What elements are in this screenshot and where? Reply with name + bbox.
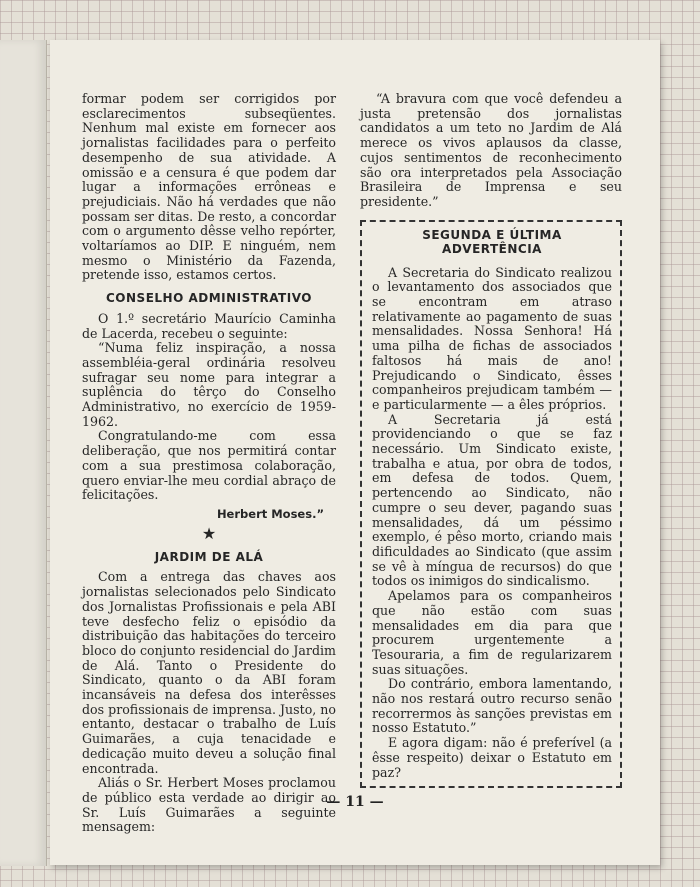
section-title-conselho: CONSELHO ADMINISTRATIVO <box>106 291 312 306</box>
page-number: — 11 — <box>326 794 384 810</box>
conselho-paragraph-1: O 1.º secretário Maurício Caminha de Lacerda, recebeu o seguinte: <box>82 310 336 341</box>
notice-title-line-1: SEGUNDA E ÚLTIMA <box>422 227 562 242</box>
section-title-jardim: JARDIM DE ALÁ <box>154 549 264 564</box>
conselho-paragraph-3: Congratulando-me com essa deliberação, que nos permitirá contar com a sua prestimosa colaboração, quero enviar-lhe meu cordial abraço de felicitações. <box>82 428 336 503</box>
notice-paragraph-1: A Secretaria do Sindicato realizou o levantamento dos associados que se encontram em atraso relativamente ao pagamento de suas mensalidades. Nossa Senhora! Há uma pilha de fichas de associados faltosos há mais de ano! Prejudicando o Sindicato, êsses companheiros prejudicam também — e particularmente — a êles próprios. <box>372 264 612 412</box>
notice-paragraph-2: A Secretaria já está providenciando o que se faz necessário. Um Sindicato existe, trabalha e atua, por obra de todos, em defesa de todos. Quem, pertencendo ao Sindicato, não cumpre o seu dever, pagando suas mensalidades, dá um péssimo exemplo, é pêso morto, criando mais dificuldades ao Sindicato (que assim se vê à míngua de recursos) do que todos os inimigos do sindicalismo. <box>372 411 612 589</box>
signature: Herbert Moses.” <box>216 506 324 521</box>
conselho-paragraph-2: “Numa feliz inspiração, a nossa assembléia-geral ordinária resolveu sufragar seu nome para integrar a suplência do têrço do Conselho Administrativo, no exercício de 1959-1962. <box>82 340 336 429</box>
notice-box <box>360 220 622 789</box>
notice-paragraph-4: Do contrário, embora lamentando, não nos restará outro recurso senão recorrermos às sanções previstas em nosso Estatuto.” <box>372 676 612 736</box>
notice-paragraph-3: Apelamos para os companheiros que não estão com suas mensalidades em dia para que procurem urgentemente a Tesouraria, a fim de regularizarem suas situações. <box>372 588 612 677</box>
intro-paragraph: formar podem ser corrigidos por esclarecimentos subseqüentes. Nenhum mal existe em fornecer aos jornalistas facilidades para o perfeito desempenho de sua atividade. A omissão e a censura é que podem dar lugar a informações errôneas e prejudiciais. Não há verdades que não possam ser ditas. De resto, a concordar com o argumento dêsse velho repórter, voltaríamos ao DIP. E ninguém, nem mesmo o Ministério da Fazenda, pretende isso, estamos certos. <box>82 91 336 283</box>
document-page <box>50 40 660 865</box>
previous-page-edge <box>0 40 47 866</box>
jardim-paragraph-1: Com a entrega das chaves aos jornalistas selecionados pelo Sindicato dos Jornalistas Profissionais e pela ABI teve desfecho feliz o episódio da distribuição das habitações do terceiro bloco do conjunto residencial do Jardim de Alá. Tanto o Presidente do Sindicato, quanto o da ABI foram incansáveis na defesa dos interêsses dos profissionais de imprensa. Justo, no entanto, destacar o trabalho de Luís Guimarães, a cuja tenacidade e dedicação muito deveu a solução final encontrada. <box>82 569 336 776</box>
right-column <box>360 92 622 788</box>
notice-title <box>372 228 612 256</box>
star-icon: ★ <box>201 523 217 543</box>
quote-paragraph: “A bravura com que você defendeu a justa pretensão dos jornalistas candidatos a um teto no Jardim de Alá merece os vivos aplausos da classe, cujos sentimentos de reconhecimento são ora interpretados pela Associação Brasileira de Imprensa e seu presidente.” <box>360 91 622 209</box>
notice-title-line-2: ADVERTÊNCIA <box>442 241 542 256</box>
notice-paragraph-5: E agora digam: não é preferível (a êsse respeito) deixar o Estatuto em paz? <box>372 735 612 780</box>
jardim-paragraph-2: Aliás o Sr. Herbert Moses proclamou de público esta verdade ao dirigir ao Sr. Luís Guimarães a seguinte mensagem: <box>82 775 336 835</box>
left-column <box>82 92 336 835</box>
